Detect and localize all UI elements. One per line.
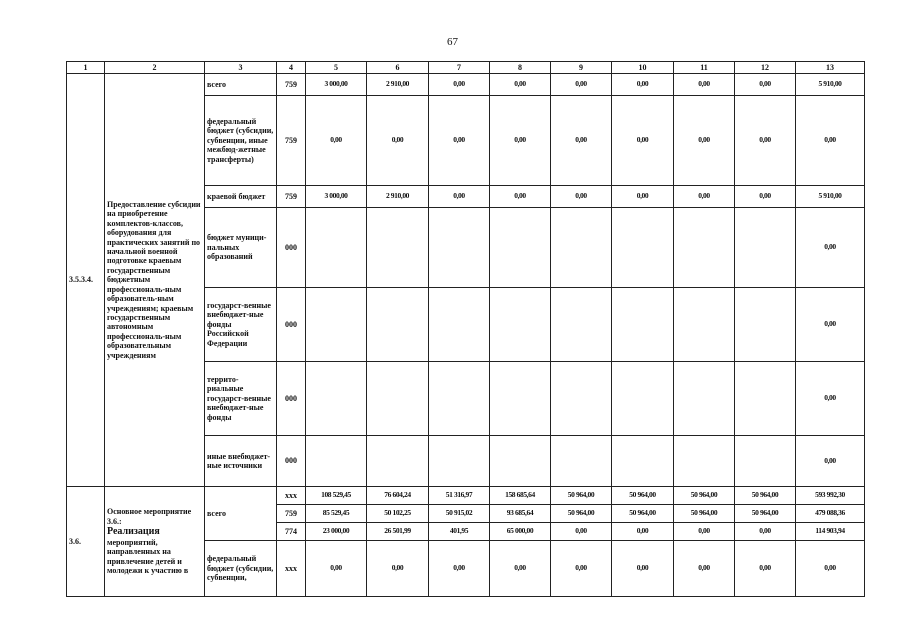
value-cell-col-10: 50 964,00 (612, 505, 674, 523)
value-cell-col-12: 0,00 (735, 541, 796, 597)
value-cell-col-6: 50 102,25 (367, 505, 429, 523)
value-cell-col-8 (490, 436, 551, 487)
section-id: 3.5.3.4. (67, 74, 105, 487)
value-cell-col-10: 0,00 (612, 523, 674, 541)
value-cell-col-13: 0,00 (796, 436, 865, 487)
funding-source: краевой бюджет (205, 186, 277, 208)
value-cell-col-8: 0,00 (490, 186, 551, 208)
value-cell-col-7: 51 316,97 (429, 487, 490, 505)
header-row (67, 62, 865, 74)
value-cell-col-9: 0,00 (551, 186, 612, 208)
measure-name-part: Реализация (107, 526, 160, 538)
value-cell-col-11: 0,00 (674, 186, 735, 208)
column-header-3: 3 (205, 62, 277, 74)
budget-code: 000 (277, 436, 306, 487)
value-cell-col-13: 0,00 (796, 96, 865, 186)
funding-source: всего (205, 487, 277, 541)
column-header-2: 2 (105, 62, 205, 74)
page-number: 67 (447, 36, 458, 48)
value-cell-col-9: 50 964,00 (551, 487, 612, 505)
column-header-5: 5 (306, 62, 367, 74)
value-cell-col-7: 0,00 (429, 74, 490, 96)
column-header-8: 8 (490, 62, 551, 74)
value-cell-col-10: 0,00 (612, 541, 674, 597)
measure-name-part: Основное мероприятие 3.6.: (107, 507, 192, 526)
value-cell-col-6: 0,00 (367, 541, 429, 597)
value-cell-col-5 (306, 288, 367, 362)
value-cell-col-13: 0,00 (796, 541, 865, 597)
value-cell-col-13: 0,00 (796, 288, 865, 362)
value-cell-col-8: 0,00 (490, 74, 551, 96)
funding-source: всего (205, 74, 277, 96)
table-row (67, 487, 865, 505)
value-cell-col-9: 0,00 (551, 96, 612, 186)
value-cell-col-11: 0,00 (674, 523, 735, 541)
value-cell-col-8: 0,00 (490, 96, 551, 186)
section-id: 3.6. (67, 487, 105, 597)
value-cell-col-8 (490, 208, 551, 288)
value-cell-col-6 (367, 436, 429, 487)
value-cell-col-7: 401,95 (429, 523, 490, 541)
value-cell-col-8 (490, 288, 551, 362)
value-cell-col-12: 50 964,00 (735, 505, 796, 523)
value-cell-col-8: 158 685,64 (490, 487, 551, 505)
table-row (67, 74, 865, 96)
funding-source: государст-венные внебюджет-ные фонды Российской Федерации (205, 288, 277, 362)
value-cell-col-10: 0,00 (612, 74, 674, 96)
value-cell-col-6: 2 910,00 (367, 186, 429, 208)
budget-code: 000 (277, 288, 306, 362)
budget-code: 000 (277, 208, 306, 288)
value-cell-col-10: 50 964,00 (612, 487, 674, 505)
value-cell-col-12: 0,00 (735, 96, 796, 186)
value-cell-col-10 (612, 362, 674, 436)
value-cell-col-12 (735, 362, 796, 436)
budget-code: 759 (277, 186, 306, 208)
column-header-10: 10 (612, 62, 674, 74)
value-cell-col-13: 593 992,30 (796, 487, 865, 505)
budget-code: xxx (277, 541, 306, 597)
value-cell-col-10 (612, 208, 674, 288)
budget-code: xxx (277, 487, 306, 505)
value-cell-col-11: 0,00 (674, 74, 735, 96)
value-cell-col-8: 0,00 (490, 541, 551, 597)
value-cell-col-5: 3 000,00 (306, 74, 367, 96)
value-cell-col-6 (367, 288, 429, 362)
value-cell-col-11: 50 964,00 (674, 487, 735, 505)
value-cell-col-9: 50 964,00 (551, 505, 612, 523)
budget-code: 759 (277, 505, 306, 523)
value-cell-col-9 (551, 436, 612, 487)
value-cell-col-10: 0,00 (612, 96, 674, 186)
value-cell-col-12: 0,00 (735, 74, 796, 96)
column-header-4: 4 (277, 62, 306, 74)
value-cell-col-12: 0,00 (735, 186, 796, 208)
value-cell-col-11: 0,00 (674, 541, 735, 597)
funding-source: иные внебюджет-ные источники (205, 436, 277, 487)
value-cell-col-7 (429, 436, 490, 487)
column-header-12: 12 (735, 62, 796, 74)
value-cell-col-5: 23 000,00 (306, 523, 367, 541)
column-header-6: 6 (367, 62, 429, 74)
value-cell-col-13: 114 903,94 (796, 523, 865, 541)
value-cell-col-10: 0,00 (612, 186, 674, 208)
value-cell-col-6 (367, 362, 429, 436)
value-cell-col-7 (429, 208, 490, 288)
value-cell-col-11: 0,00 (674, 96, 735, 186)
value-cell-col-8: 65 000,00 (490, 523, 551, 541)
column-header-9: 9 (551, 62, 612, 74)
value-cell-col-7: 50 915,02 (429, 505, 490, 523)
value-cell-col-12 (735, 436, 796, 487)
value-cell-col-5 (306, 208, 367, 288)
value-cell-col-13: 0,00 (796, 208, 865, 288)
value-cell-col-9 (551, 208, 612, 288)
column-header-13: 13 (796, 62, 865, 74)
value-cell-col-6: 26 501,99 (367, 523, 429, 541)
value-cell-col-11 (674, 436, 735, 487)
value-cell-col-9 (551, 288, 612, 362)
budget-code: 759 (277, 96, 306, 186)
value-cell-col-11 (674, 208, 735, 288)
funding-source: бюджет муници-пальных образований (205, 208, 277, 288)
value-cell-col-10 (612, 288, 674, 362)
budget-code: 774 (277, 523, 306, 541)
value-cell-col-7 (429, 362, 490, 436)
value-cell-col-12: 50 964,00 (735, 487, 796, 505)
value-cell-col-9: 0,00 (551, 523, 612, 541)
value-cell-col-5 (306, 362, 367, 436)
value-cell-col-11: 50 964,00 (674, 505, 735, 523)
value-cell-col-5 (306, 436, 367, 487)
value-cell-col-11 (674, 362, 735, 436)
value-cell-col-10 (612, 436, 674, 487)
value-cell-col-7: 0,00 (429, 541, 490, 597)
measure-name: Предоставление субсидии на приобретение комплектов-классов, оборудования для практических занятий по начальной военной подготовке краевым государственным бюджетным профессиональ-ным образователь-ным учреждениям; краевым государственным автономным профессиональ-ным образовательным учреждениям (105, 74, 205, 487)
budget-table (66, 61, 865, 597)
measure-name (105, 487, 205, 597)
column-header-7: 7 (429, 62, 490, 74)
value-cell-col-7: 0,00 (429, 96, 490, 186)
value-cell-col-12 (735, 208, 796, 288)
value-cell-col-13: 5 910,00 (796, 74, 865, 96)
value-cell-col-7 (429, 288, 490, 362)
value-cell-col-5: 108 529,45 (306, 487, 367, 505)
value-cell-col-5: 3 000,00 (306, 186, 367, 208)
value-cell-col-13: 479 088,36 (796, 505, 865, 523)
value-cell-col-12: 0,00 (735, 523, 796, 541)
value-cell-col-6: 2 910,00 (367, 74, 429, 96)
value-cell-col-5: 0,00 (306, 541, 367, 597)
value-cell-col-7: 0,00 (429, 186, 490, 208)
column-header-11: 11 (674, 62, 735, 74)
value-cell-col-6: 0,00 (367, 96, 429, 186)
value-cell-col-11 (674, 288, 735, 362)
column-header-1: 1 (67, 62, 105, 74)
value-cell-col-8: 93 685,64 (490, 505, 551, 523)
value-cell-col-13: 0,00 (796, 362, 865, 436)
budget-code: 000 (277, 362, 306, 436)
value-cell-col-9: 0,00 (551, 74, 612, 96)
value-cell-col-5: 85 529,45 (306, 505, 367, 523)
value-cell-col-9: 0,00 (551, 541, 612, 597)
value-cell-col-13: 5 910,00 (796, 186, 865, 208)
measure-name-part: мероприятий, направленных на привлечение детей и молодежи к участию в (107, 537, 189, 576)
value-cell-col-9 (551, 362, 612, 436)
value-cell-col-12 (735, 288, 796, 362)
value-cell-col-6: 76 604,24 (367, 487, 429, 505)
value-cell-col-8 (490, 362, 551, 436)
funding-source: федеральный бюджет (субсидии, субвенции, (205, 541, 277, 597)
value-cell-col-6 (367, 208, 429, 288)
funding-source: террито-риальные государст-венные внебюджет-ные фонды (205, 362, 277, 436)
value-cell-col-5: 0,00 (306, 96, 367, 186)
funding-source: федеральный бюджет (субсидии, субвенции, иные межбюд-жетные трансферты) (205, 96, 277, 186)
budget-code: 759 (277, 74, 306, 96)
